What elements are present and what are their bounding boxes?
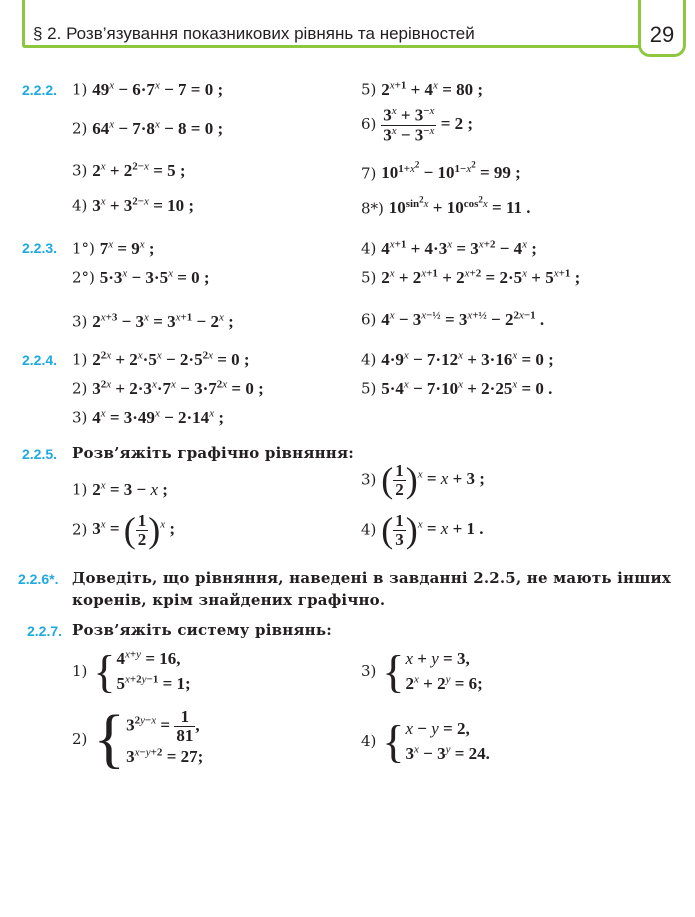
eq-2-2-3-1: 1°) $7^x = 9^x$ ; xyxy=(72,238,155,258)
page-number: 29 xyxy=(649,22,675,47)
exercise-text-2-2-6-line1: Доведіть, що рівняння, наведені в завданні 2.2.5, не мають інших xyxy=(72,569,672,587)
eq-2-2-4-5: 5) $5\cdot 4^x - 7\cdot 10^x + 2\cdot 25^x = 0$ . xyxy=(361,378,553,398)
eq-2-2-2-7: 7) $10^{1+x^2} - 10^{1-x^2} = 99$ ; xyxy=(361,159,521,183)
system-2-2-7-4: 4) { x − y = 2, $3^x - 3^y = 24$. xyxy=(361,715,490,767)
eq-2-2-3-5: 5) $2^x + 2^{x+1} + 2^{x+2} = 2\cdot 5^x + 5^{x+1}$ ; xyxy=(361,267,581,287)
exercise-prompt-2-2-7: Розв’яжіть систему рівнянь: xyxy=(72,621,332,639)
eq-2-2-4-3: 3) $4^x = 3\cdot 49^x - 2\cdot 14^x$ ; xyxy=(72,407,224,427)
system-2-2-7-3: 3) { x + y = 3, $2^x + 2^y = 6$; xyxy=(361,645,483,697)
eq-2-2-3-2: 2°) $5\cdot 3^x - 3\cdot 5^x = 0$ ; xyxy=(72,267,210,287)
eq-2-2-2-3: 3) $2^x + 2^{2-x} = 5$ ; xyxy=(72,160,186,180)
exercise-number-2-2-3: 2.2.3. xyxy=(22,240,58,256)
header-frame-bottom xyxy=(22,45,646,48)
eq-2-2-2-5: 5) $2^{x+1} + 4^x = 80$ ; xyxy=(361,79,484,99)
eq-2-2-2-4: 4) $3^x + 3^{2-x} = 10$ ; xyxy=(72,195,195,215)
eq-2-2-3-6: 6) $4^x - 3^{x-\frac{1}{2}} = 3^{x+\frac{1}{2}} - 2^{2x-1}$ . xyxy=(361,309,545,329)
exercise-text-2-2-6-line2: коренів, крім знайдених графічно. xyxy=(72,591,386,609)
eq-2-2-4-1: 1) $2^{2x} + 2^x\cdot 5^x - 2\cdot 5^{2x} = 0$ ; xyxy=(72,349,250,369)
header-frame-left xyxy=(22,0,25,48)
system-2-2-7-1: 1) { $4^{x+y} = 16$, $5^{x+2y-1} = 1$; xyxy=(72,645,191,697)
eq-2-2-3-4: 4) $4^{x+1} + 4\cdot 3^x = 3^{x+2} - 4^x$ ; xyxy=(361,238,537,258)
system-2-2-7-2: 2) { $3^{2y-x}$ = $\frac{1}{81}$ , $3^{x-y+2} = 27$; xyxy=(72,702,204,775)
eq-2-2-5-2: 2) $3^x$ = ( $\frac{1}{2}$ )$^x$ ; xyxy=(72,510,176,551)
eq-2-2-2-6: 6) $\frac{3^x + 3^{-x}}{3^x - 3^{-x}}$ = 2 ; xyxy=(361,105,474,145)
eq-2-2-5-3: 3) ( $\frac{1}{2}$ )$^x$ = x + 3 ; xyxy=(361,460,485,501)
exercise-number-2-2-7: 2.2.7. xyxy=(27,623,63,639)
exercise-number-2-2-2: 2.2.2. xyxy=(22,82,58,98)
eq-2-2-2-1: 1) $49^x - 6\cdot 7^x - 7 = 0$ ; xyxy=(72,79,224,99)
exercise-number-2-2-5: 2.2.5. xyxy=(22,446,58,462)
eq-2-2-4-2: 2) $3^{2x} + 2\cdot 3^x\cdot 7^x - 3\cdot 7^{2x} = 0$ ; xyxy=(72,378,264,398)
eq-2-2-5-1: 1) $2^x = 3 - x$ ; xyxy=(72,479,168,499)
eq-2-2-4-4: 4) $4\cdot 9^x - 7\cdot 12^x + 3\cdot 16^x = 0$ ; xyxy=(361,349,554,369)
exercise-prompt-2-2-5: Розв’яжіть графічно рівняння: xyxy=(72,444,354,462)
eq-2-2-2-2: 2) $64^x - 7\cdot 8^x - 8 = 0$ ; xyxy=(72,118,224,138)
eq-2-2-5-4: 4) ( $\frac{1}{3}$ )$^x$ = x + 1 . xyxy=(361,510,484,551)
eq-2-2-3-3: 3) $2^{x+3} - 3^x = 3^{x+1} - 2^x$ ; xyxy=(72,311,234,331)
exercise-number-2-2-4: 2.2.4. xyxy=(22,352,58,368)
exercise-number-2-2-6: 2.2.6*. xyxy=(18,571,59,587)
section-title: § 2. Розв’язування показникових рівнянь та нерівностей xyxy=(33,24,475,43)
eq-2-2-2-8: 8*) $10^{sin^2x} + 10^{cos^2x} = 11$ . xyxy=(361,194,531,218)
